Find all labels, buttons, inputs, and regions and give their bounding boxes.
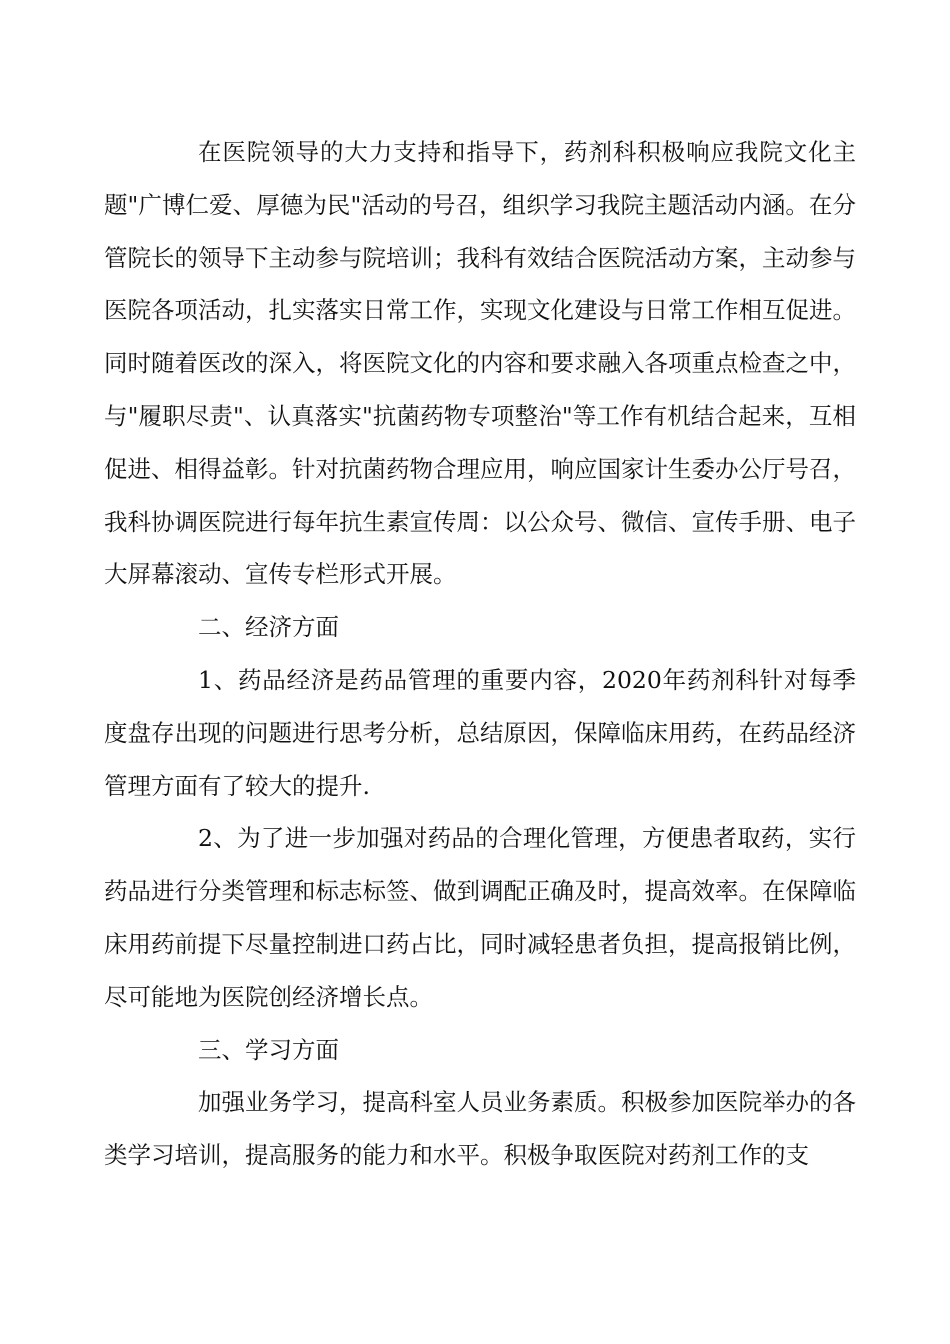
paragraph-culture: 在医院领导的大力支持和指导下，药剂科积极响应我院文化主题"广博仁爱、厚德为民"活动的号召，组织学习我院主题活动内涵。在分管院长的领导下主动参与院培训；我科有效结合医院活动方案，主动参与医院各项活动，扎实落实日常工作，实现文化建设与日常工作相互促进。同时随着医改的深入，将医院文化的内容和要求融入各项重点检查之中，与"履职尽责"、认真落实"抗菌药物专项整治"等工作有机结合起来，互相促进、相得益彰。针对抗菌药物合理应用，响应国家计生委办公厅号召，我科协调医院进行每年抗生素宣传周：以公众号、微信、宣传手册、电子大屏幕滚动、宣传专栏形式开展。 [104, 138, 856, 589]
paragraph-study: 加强业务学习，提高科室人员业务素质。积极参加医院举办的各类学习培训，提高服务的能力和水平。积极争取医院对药剂工作的支 [104, 1088, 856, 1170]
section-heading-economy: 二、经济方面 [198, 613, 339, 642]
paragraph-economy-1: 1、药品经济是药品管理的重要内容，2020年药剂科针对每季度盘存出现的问题进行思考分析，总结原因，保障临床用药，在药品经济管理方面有了较大的提升. [104, 665, 856, 800]
section-heading-study: 三、学习方面 [198, 1035, 339, 1064]
paragraph-economy-2: 2、为了进一步加强对药品的合理化管理，方便患者取药，实行药品进行分类管理和标志标签、做到调配正确及时，提高效率。在保障临床用药前提下尽量控制进口药占比，同时减轻患者负担，提高报销比例，尽可能地为医院创经济增长点。 [104, 824, 856, 1011]
document-body [104, 126, 856, 1182]
